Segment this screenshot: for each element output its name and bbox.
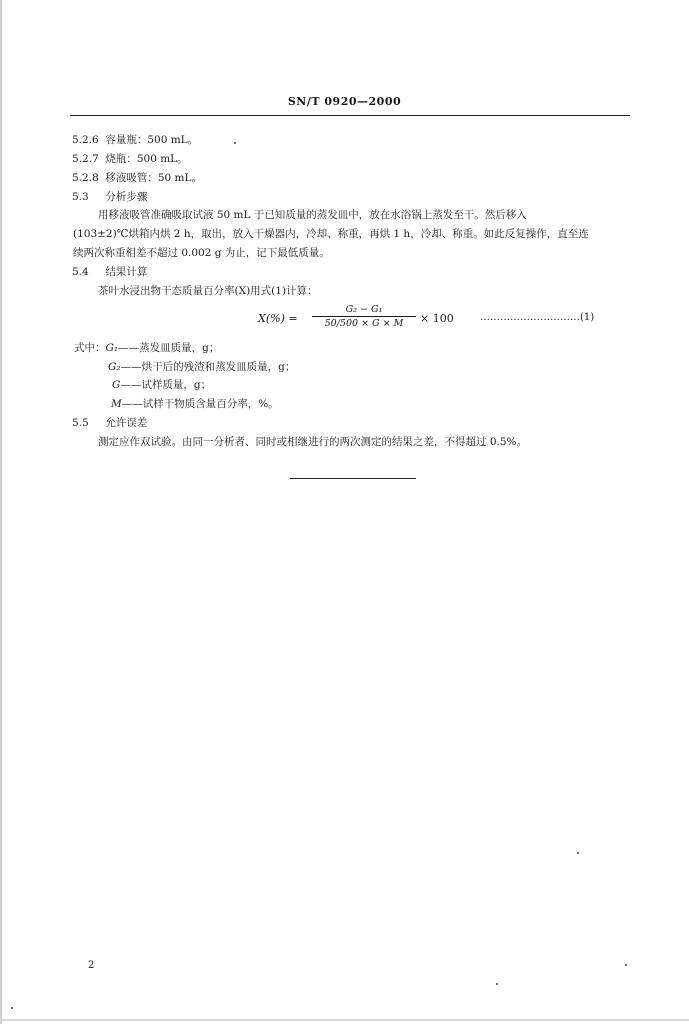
page-edge-left [0,0,2,1024]
standard-code-header: SN/T 0920—2000 [287,95,402,108]
list-item [72,171,202,185]
page-number: 2 [88,960,95,971]
list-item [72,133,198,147]
item-number: 5.2.8 [72,172,99,184]
list-item [72,152,188,166]
page-edge-bottom [0,1019,689,1021]
section-heading-5-4 [72,265,147,279]
formula-denominator: 50/500 × G × M [324,318,404,329]
scan-speck [577,852,579,854]
section-heading-5-3 [72,190,147,204]
equation-number: …………………………(1) [480,312,595,323]
scan-speck [496,983,498,985]
section-number: 5.3 [72,191,89,203]
definition-text: ——蒸发皿质量，g； [118,342,220,354]
paragraph-line: 测定应作双试验。由同一分析者、同时或相继进行的两次测定的结果之差，不得超过 0.5%。 [98,436,528,448]
end-of-document-rule [290,478,416,479]
item-number: 5.2.7 [72,153,99,165]
scan-speck [11,1007,13,1009]
section-number: 5.5 [72,417,89,429]
paragraph-line: 茶叶水浸出物干态质量百分率(X)用式(1)计算： [98,285,318,297]
paragraph-line: 续两次称重相差不超过 0.002 g 为止，记下最低质量。 [73,247,330,259]
header-rule [70,115,630,116]
definition-line [74,341,219,355]
scan-speck [625,964,627,966]
definition-line [108,360,295,374]
definition-symbol: G [112,379,121,391]
definition-text: ——烘干后的残渣和蒸发皿质量，g； [120,361,296,373]
formula-fraction [312,304,416,329]
paragraph-line: 用移液吸管准确吸取试液 50 mL 于已知质量的蒸发皿中，放在水浴锅上蒸发至干。然后移入 [98,209,527,221]
definition-line [112,378,211,392]
formula-rhs: × 100 [420,312,454,325]
item-text: 移液吸管：50 mL。 [105,172,202,184]
item-text: 烧瓶：500 mL。 [105,153,188,165]
section-title: 结果计算 [105,266,148,278]
definition-symbol: M [111,398,122,410]
formula-numerator: G₂ − G₁ [312,304,416,317]
section-heading-5-5 [72,416,147,430]
scan-speck [234,142,236,144]
definition-text: ——试样质量，g； [120,379,212,391]
definition-symbol: G₁ [105,342,119,354]
definition-symbol: G₂ [108,361,121,373]
definition-text: ——试样干物质含量百分率，%。 [121,398,279,410]
definition-prefix: 式中： [74,342,106,354]
paragraph-line: (103±2)℃烘箱内烘 2 h，取出，放入干燥器内，冷却、称重，再烘 1 h，冷却、称重。如此反复操作，直至连 [73,228,589,240]
formula-lhs: X(%) = [258,312,298,325]
section-title: 允许误差 [105,417,148,429]
section-number: 5.4 [72,266,89,278]
section-title: 分析步骤 [105,191,148,203]
item-text: 容量瓶：500 mL。 [105,134,199,146]
item-number: 5.2.6 [72,134,99,146]
definition-line [111,397,279,411]
